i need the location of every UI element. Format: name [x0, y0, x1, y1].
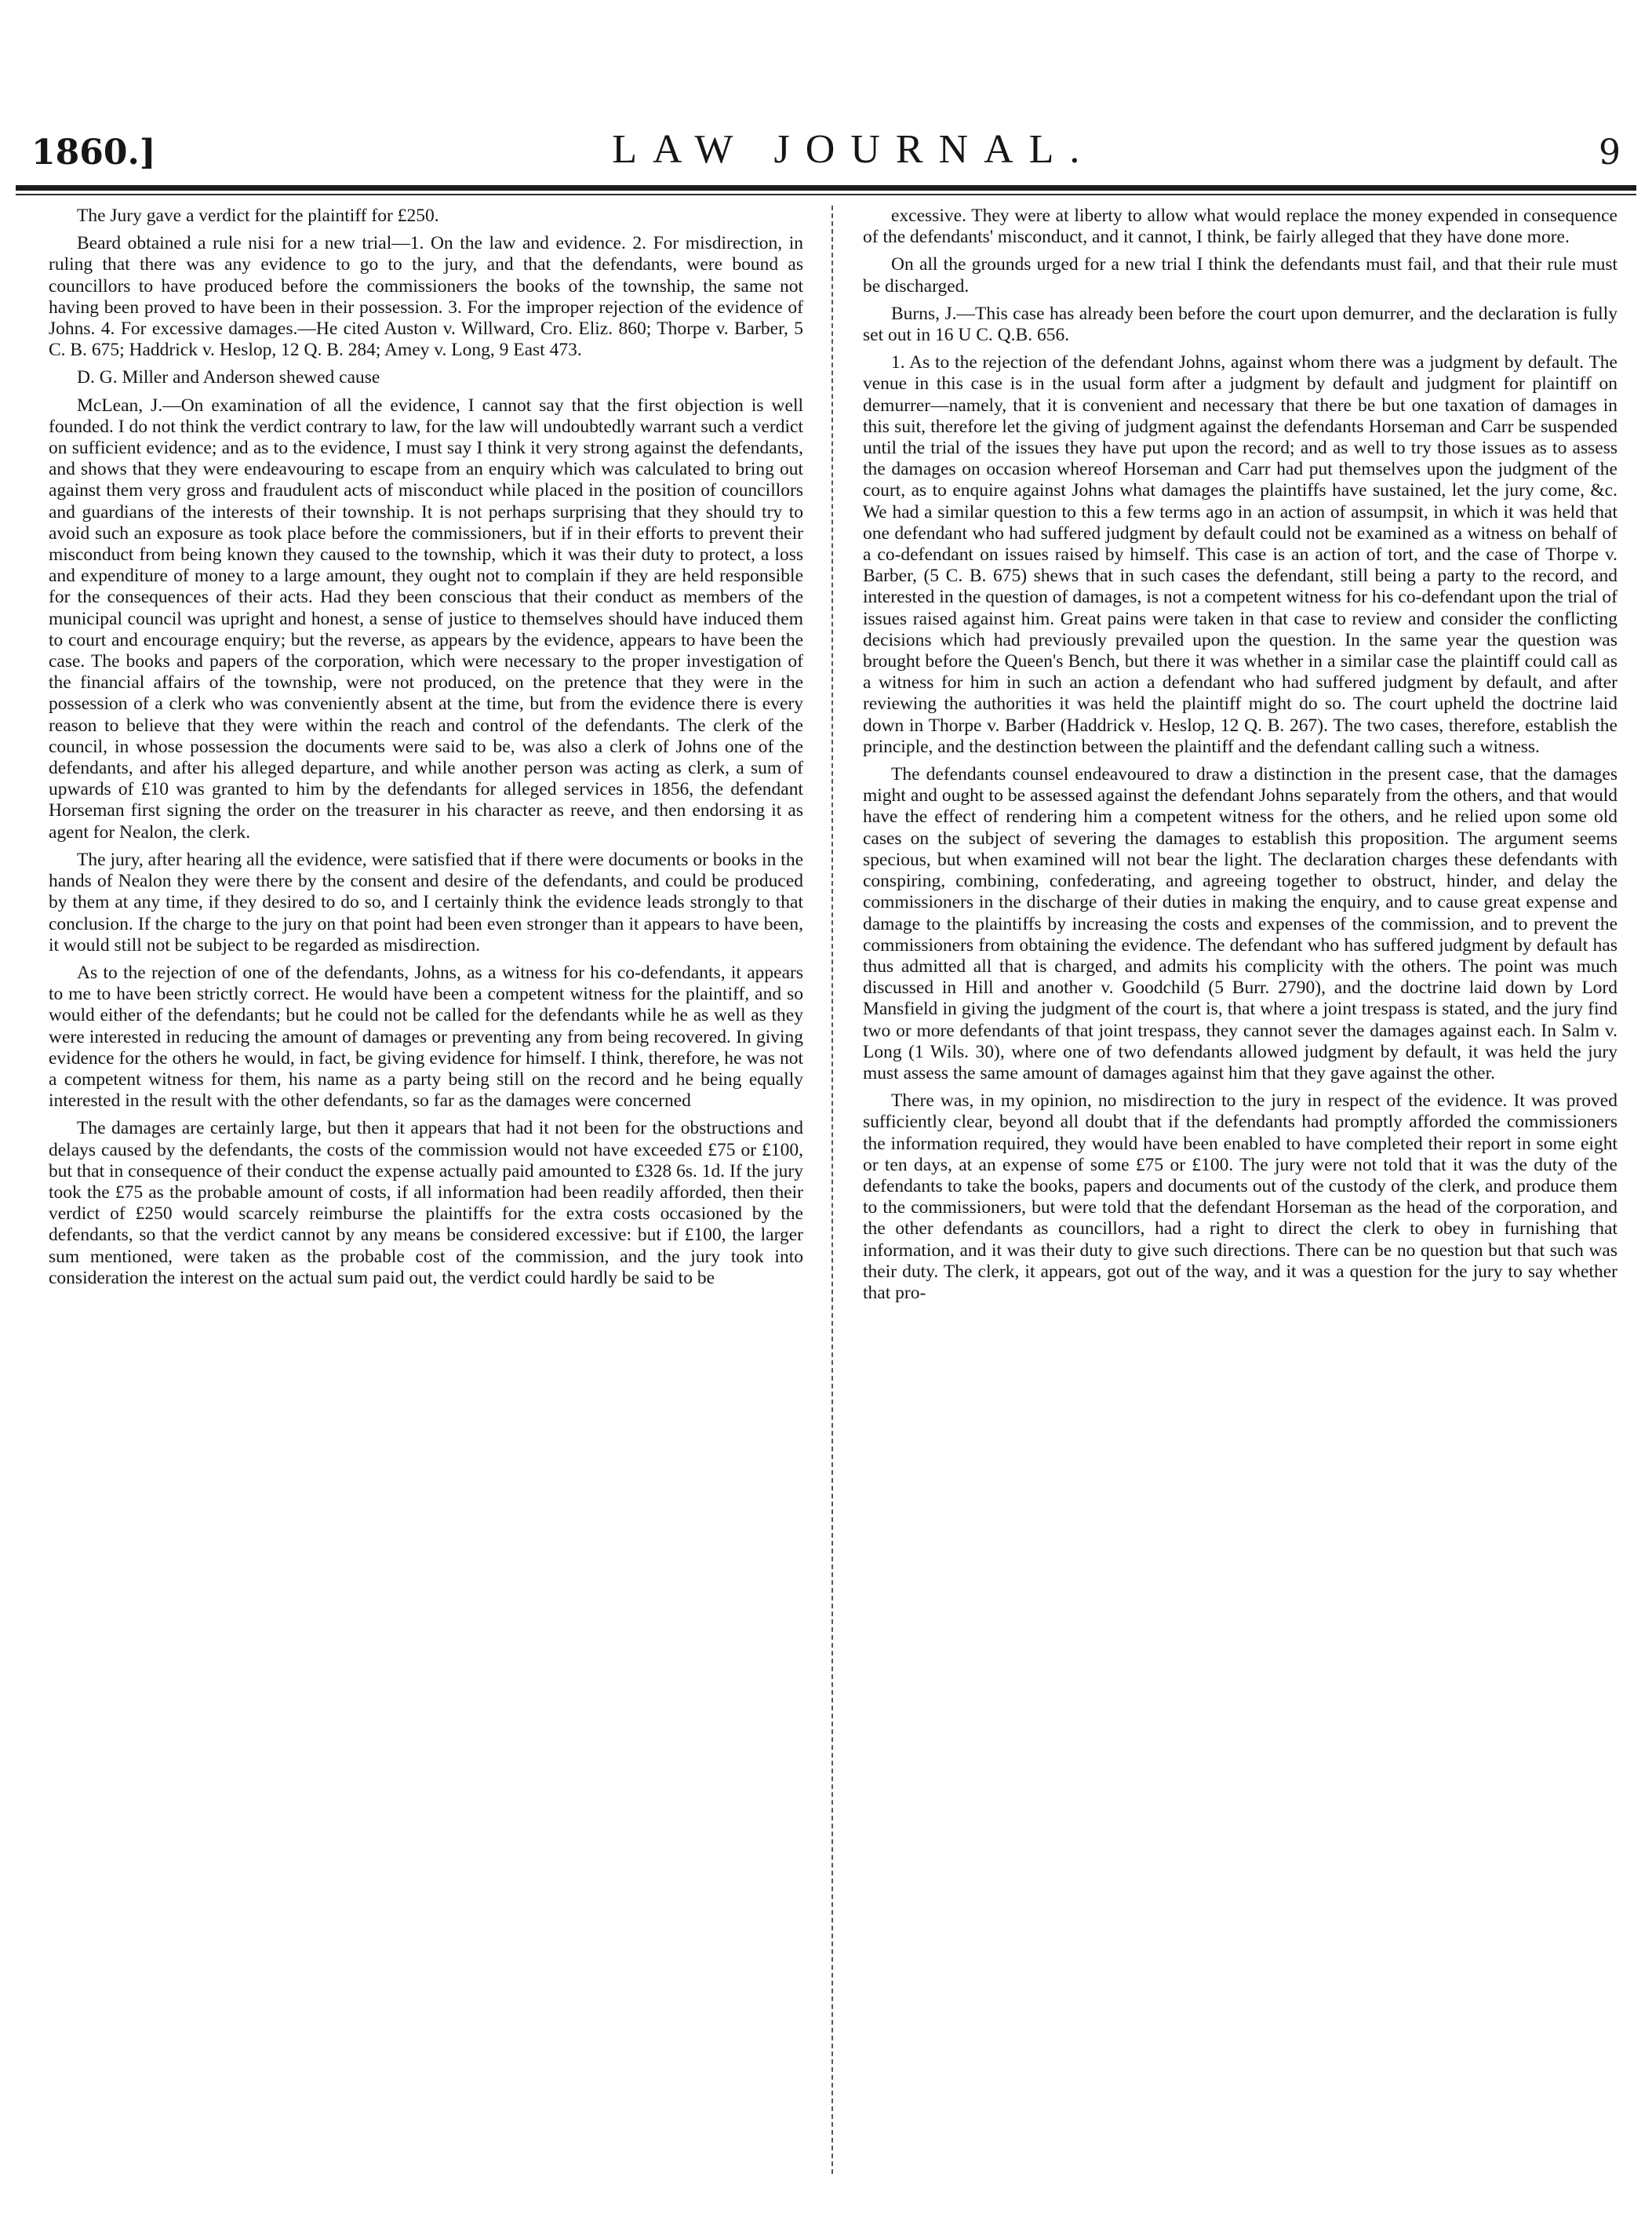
- paragraph: 1. As to the rejection of the defendant Johns, against whom there was a judgment by default. The venue in this case is in the usual form after a judgment by default and judgment for plaintiff on demurrer—namely, that it is convenient and necessary that there be but one taxation of damages in this suit, therefore let the giving of judgment against the defendants Horseman and Carr be suspended until the trial of the issues they have put upon the record; and as well to try those issues as to assess the damages on occasion whereof Horseman and Carr had put themselves upon the judgment of the court, as to enquire against Johns what damages the plaintiffs have sustained, let the jury come, &c. We had a similar question to this a few terms ago in an action of assumpsit, in which it was held that one defendant who had suffered judgment by default could not be examined as a witness on behalf of a co-defendant on issues raised by himself. This case is an action of tort, and the case of Thorpe v. Barber, (5 C. B. 675) shews that in such cases the defendant, still being a party to the record, and interested in the question of damages, is not a competent witness for his co-defendant upon the trial of issues raised against him. Great pains were taken in that case to review and consider the conflicting decisions which had previously prevailed upon the question. In the same year the question was brought before the Queen's Bench, but there it was whether in a similar case the plaintiff could call as a witness for him in such an action a defendant who had suffered judgment by default, and after reviewing the authorities it was held the plaintiff might do so. The court upheld the doctrine laid down in Thorpe v. Barber (Haddrick v. Heslop, 12 Q. B. 267). The two cases, therefore, establish the principle, and the destinction between the plaintiff and the defendant calling such a witness.: [863, 352, 1617, 757]
- left-column: [49, 206, 803, 1295]
- journal-title: LAW JOURNAL.: [612, 127, 1096, 172]
- paragraph: There was, in my opinion, no misdirection to the jury in respect of the evidence. It was proved sufficiently clear, beyond all doubt that if the defendants had promptly afforded the commissioners the information required, they would have been enabled to have completed their report in some eight or ten days, at an expense of some £75 or £100. The jury were not told that it was the duty of the defendants to take the books, papers and documents out of the custody of the clerk, and produce them to the commissioners, but were told that the defendant Horseman as the head of the corporation, and the other defendants as councillors, had a right to direct the clerk to obey in furnishing that information, and it was their duty to give such directions. There can be no question but that such was their duty. The clerk, it appears, got out of the way, and it was a question for the jury to say whether that pro-: [863, 1090, 1617, 1303]
- page-header: [31, 118, 1621, 173]
- page-number: 9: [1598, 133, 1621, 173]
- paragraph: The damages are certainly large, but then it appears that had it not been for the obstructions and delays caused by the defendants, the costs of the commission would not have exceeded £75 or £100, but that in consequence of their conduct the expense actually paid amounted to £328 6s. 1d. If the jury took the £75 as the probable amount of costs, if all information had been readily afforded, then their verdict of £250 would scarcely reimburse the plaintiffs for the extra costs occasioned by the defendants, so that the verdict cannot by any means be considered excessive: but if £100, the larger sum mentioned, were taken as the probable cost of the commission, and the jury took into consideration the interest on the actual sum paid out, the verdict could hardly be said to be: [49, 1118, 803, 1288]
- column-divider: [831, 206, 833, 2174]
- header-year: 1860.]: [31, 133, 156, 173]
- right-column: [863, 206, 1617, 1310]
- paragraph: D. G. Miller and Anderson shewed cause: [77, 367, 380, 388]
- header-rule-thick: [16, 185, 1636, 191]
- paragraph: excessive. They were at liberty to allow what would replace the money expended in consequence of the defendants' misconduct, and it cannot, I think, be fairly alleged that they have done more.: [863, 206, 1617, 248]
- paragraph: The defendants counsel endeavoured to draw a distinction in the present case, that the damages might and ought to be assessed against the defendant Johns separately from the others, and that would have the effect of rendering him a competent witness for the others, and he relied upon some old cases on the subject of severing the damages to establish this proposition. The argument seems specious, but when examined will not bear the light. The declaration charges these defendants with conspiring, combining, confederating, and agreeing together to obstruct, hinder, and delay the commissioners in the discharge of their duties in making the enquiry, and to cause great expense and damage to the plaintiffs by increasing the costs and expenses of the commission, and to prevent the commissioners from obtaining the evidence. The defendant who has suffered judgment by default has thus admitted all that is charged, and admits his complicity with the others. The point was much discussed in Hill and another v. Goodchild (5 Burr. 2790), and the doctrine laid down by Lord Mansfield in giving the judgment of the court is, that where a joint trespass is stated, and the jury find two or more defendants of that joint trespass, they cannot sever the damages against each. In Salm v. Long (1 Wils. 30), where one of two defendants allowed judgment by default, it was held the jury must assess the same amount of damages against him that they gave against the other.: [863, 764, 1617, 1083]
- paragraph: McLean, J.—On examination of all the evidence, I cannot say that the first objection is well founded. I do not think the verdict contrary to law, for the law will undoubtedly warrant such a verdict on sufficient evidence; and as to the evidence, I must say I think it very strong against the defendants, and shows that they were endeavouring to escape from an enquiry which was calculated to bring out against them very gross and fraudulent acts of misconduct while placed in the position of councillors and guardians of the interests of their township. It is not perhaps surprising that they should try to avoid such an exposure as took place before the commissioners, but if in their efforts to prevent their misconduct from being known they caused to the township, which it was their duty to protect, a loss and expenditure of money to a large amount, they ought not to complain if they are held responsible for the consequences of their acts. Had they been conscious that their conduct as members of the municipal council was upright and honest, a sense of justice to themselves should have induced them to court and encourage enquiry; but the reverse, as appears by the evidence, appears to have been the case. The books and papers of the corporation, which were necessary to the proper investigation of the financial affairs of the township, were not produced, on the pretence that they were in the possession of a clerk who was conveniently absent at the time, but from the evidence there is every reason to believe that they were within the reach and control of the defendants. The clerk of the council, in whose possession the documents were said to be, was also a clerk of Johns one of the defendants, and after his alleged departure, and while another person was acting as clerk, a sum of upwards of £10 was granted to him by the defendants for alleged services in 1856, the defendant Horseman first signing the order on the treasurer in his character as reeve, and then endorsing it as agent for Nealon, the clerk.: [49, 395, 803, 843]
- paragraph: Beard obtained a rule nisi for a new trial—1. On the law and evidence. 2. For misdirection, in ruling that there was any evidence to go to the jury, and that the defendants, were bound as councillors to have produced before the commissioners the books of the township, the same not having been proved to have been in their possession. 3. For the improper rejection of the evidence of Johns. 4. For excessive damages.—He cited Auston v. Willward, Cro. Eliz. 860; Thorpe v. Barber, 5 C. B. 675; Haddrick v. Heslop, 12 Q. B. 284; Amey v. Long, 9 East 473.: [49, 233, 803, 361]
- paragraph: As to the rejection of one of the defendants, Johns, as a witness for his co-defendants, it appears to me to have been strictly correct. He would have been a competent witness for the plaintiff, and so would either of the defendants; but he could not be called for the defendants while he as well as they were interested in reducing the amount of damages or preventing any from being recovered. In giving evidence for the others he would, in fact, be giving evidence for himself. I think, therefore, he was not a competent witness for them, his name as a party being still on the record and he being equally interested in the result with the other defendants, so far as the damages were concerned: [49, 962, 803, 1112]
- paragraph: On all the grounds urged for a new trial I think the defendants must fail, and that their rule must be discharged.: [863, 254, 1617, 297]
- paragraph: The Jury gave a verdict for the plaintiff for £250.: [77, 206, 439, 226]
- paragraph: The jury, after hearing all the evidence, were satisfied that if there were documents or books in the hands of Nealon they were there by the consent and desire of the defendants, and could be produced by them at any time, if they desired to do so, and I certainly think the evidence leads strongly to that conclusion. If the charge to the jury on that point had been even stronger than it appears to have been, it would still not be subject to be regarded as misdirection.: [49, 849, 803, 956]
- paragraph: Burns, J.—This case has already been before the court upon demurrer, and the declaration is fully set out in 16 U C. Q.B. 656.: [863, 303, 1617, 346]
- header-rule-thin: [16, 194, 1636, 195]
